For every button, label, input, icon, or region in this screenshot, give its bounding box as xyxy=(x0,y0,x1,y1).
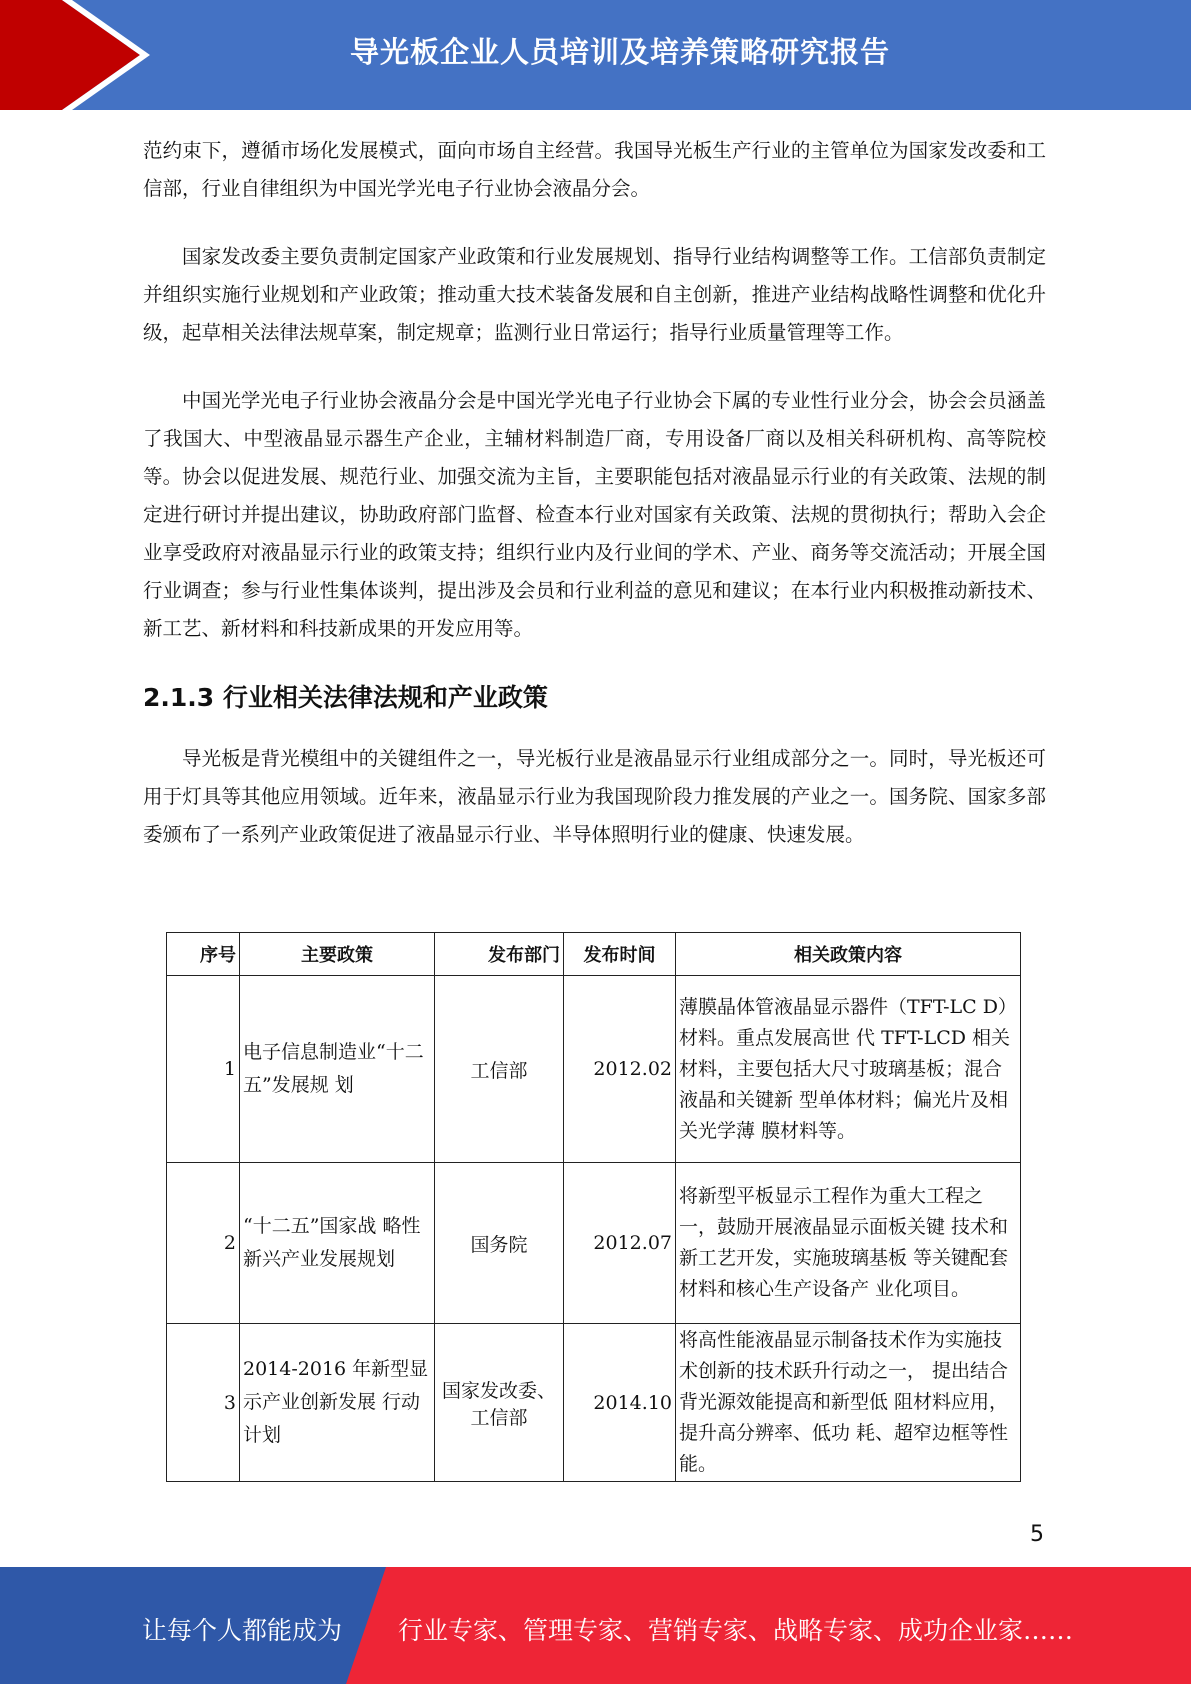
row-dept: 工信部 xyxy=(435,976,564,1163)
table-row xyxy=(167,1324,1021,1482)
row-date: 2014.10 xyxy=(564,1324,676,1482)
row-policy: 电子信息制造业“十二五”发展规 划 xyxy=(240,976,435,1163)
row-content: 将高性能液晶显示制备技术作为实施技术创新的技术跃升行动之一， 提出结合背光源效能提高和新型低 阻材料应用，提升高分辨率、低功 耗、超窄边框等性能。 xyxy=(676,1324,1021,1482)
row-content: 薄膜晶体管液晶显示器件（TFT-LC D）材料。重点发展高世 代 TFT-LCD 相关材料，主要包括大尺寸玻璃基板；混合液晶和关键新 型单体材料；偏光片及相关光学薄 膜材料等。 xyxy=(676,976,1021,1163)
row-policy: “十二五”国家战 略性新兴产业发展规划 xyxy=(240,1163,435,1324)
table-row xyxy=(167,976,1021,1163)
footer-slogan-left: 让每个人都能成为 xyxy=(142,1616,343,1645)
page-footer xyxy=(0,1567,1191,1684)
header-no: 序号 xyxy=(167,933,240,976)
table-row xyxy=(167,1163,1021,1324)
main-content xyxy=(143,132,1046,884)
paragraph: 中国光学光电子行业协会液晶分会是中国光学光电子行业协会下属的专业性行业分会，协会会员涵盖了我国大、中型液晶显示器生产企业，主辅材料制造厂商，专用设备厂商以及相关科研机构、高等院校等。协会以促进发展、规范行业、加强交流为主旨，主要职能包括对液晶显示行业的有关政策、法规的制定进行研讨并提出建议，协助政府部门监督、检查本行业对国家有关政策、法规的贯彻执行；帮助入会企业享受政府对液晶显示行业的政策支持；组织行业内及行业间的学术、产业、商务等交流活动；开展全国行业调查；参与行业性集体谈判，提出涉及会员和行业利益的意见和建议；在本行业内积极推动新技术、新工艺、新材料和科技新成果的开发应用等。 xyxy=(143,389,1046,640)
header-dept: 发布部门 xyxy=(435,933,564,976)
table-header-row xyxy=(167,933,1021,976)
header-policy: 主要政策 xyxy=(240,933,435,976)
row-policy: 2014-2016 年新型显示产业创新发展 行动计划 xyxy=(240,1324,435,1482)
row-no: 3 xyxy=(167,1324,240,1482)
row-date: 2012.07 xyxy=(564,1163,676,1324)
page-header xyxy=(0,0,1191,110)
row-content: 将新型平板显示工程作为重大工程之一，鼓励开展液晶显示面板关键 技术和新工艺开发，实施玻璃基板 等关键配套材料和核心生产设备产 业化项目。 xyxy=(676,1163,1021,1324)
row-dept: 国家发改委、工信部 xyxy=(435,1324,564,1482)
paragraph: 国家发改委主要负责制定国家产业政策和行业发展规划、指导行业结构调整等工作。工信部负责制定并组织实施行业规划和产业政策；推动重大技术装备发展和自主创新，推进产业结构战略性调整和优化升级，起草相关法律法规草案，制定规章；监测行业日常运行；指导行业质量管理等工作。 xyxy=(143,245,1046,344)
row-no: 2 xyxy=(167,1163,240,1324)
paragraph: 范约束下，遵循市场化发展模式，面向市场自主经营。我国导光板生产行业的主管单位为国家发改委和工信部，行业自律组织为中国光学光电子行业协会液晶分会。 xyxy=(143,139,1046,200)
section-heading: 2.1.3 行业相关法律法规和产业政策 xyxy=(143,683,548,712)
footer-slogan-right: 行业专家、管理专家、营销专家、战略专家、成功企业家…… xyxy=(398,1616,1074,1645)
header-content: 相关政策内容 xyxy=(676,933,1021,976)
header-date: 发布时间 xyxy=(564,933,676,976)
document-title: 导光板企业人员培训及培养策略研究报告 xyxy=(349,35,890,69)
page-number: 5 xyxy=(1030,1522,1044,1547)
policy-table xyxy=(166,932,1021,1482)
section-intro: 导光板是背光模组中的关键组件之一，导光板行业是液晶显示行业组成部分之一。同时，导光板还可用于灯具等其他应用领域。近年来，液晶显示行业为我国现阶段力推发展的产业之一。国务院、国家多部委颁布了一系列产业政策促进了液晶显示行业、半导体照明行业的健康、快速发展。 xyxy=(143,747,1046,846)
row-date: 2012.02 xyxy=(564,976,676,1163)
row-dept: 国务院 xyxy=(435,1163,564,1324)
row-no: 1 xyxy=(167,976,240,1163)
